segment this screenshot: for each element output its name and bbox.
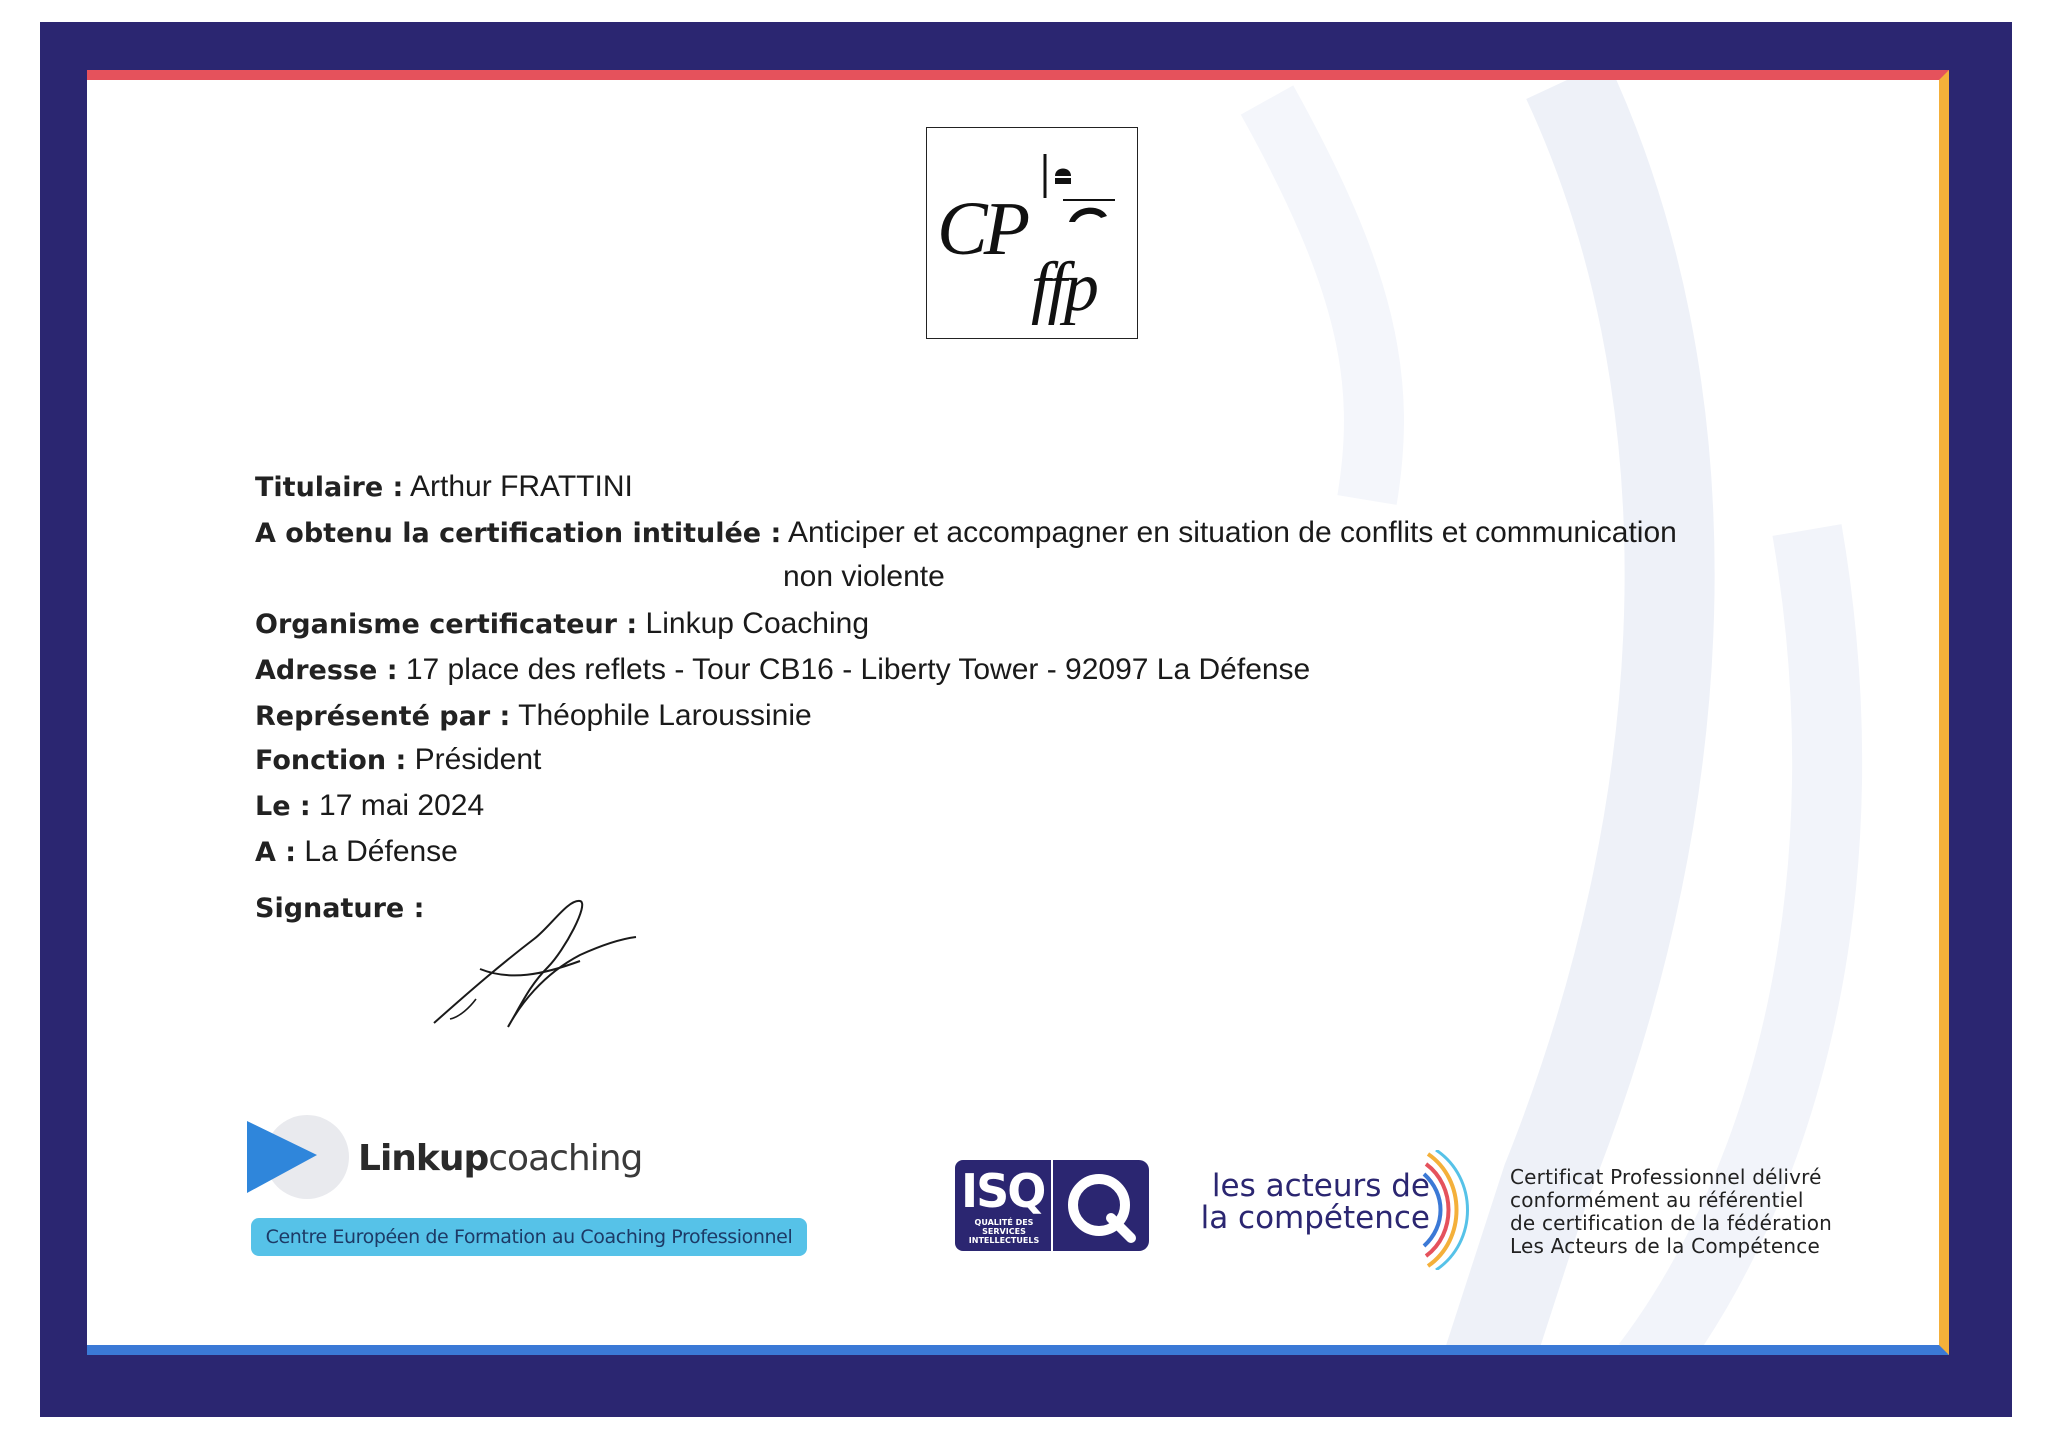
isq-q-icon (1053, 1160, 1149, 1251)
field-value: La Défense (296, 835, 458, 868)
field-adresse (255, 653, 1310, 687)
field-value: 17 place des reflets - Tour CB16 - Liberty Tower - 92097 La Défense (397, 653, 1311, 686)
isq-q-panel (1053, 1160, 1149, 1251)
field-label: Adresse : (255, 655, 398, 686)
acteurs-arc-icon (1422, 1150, 1482, 1270)
field-titulaire (255, 470, 633, 504)
field-label: Organisme certificateur : (255, 609, 638, 640)
field-label: Fonction : (255, 745, 407, 776)
isq-wordmark: ISQ (961, 1164, 1045, 1218)
acteurs-competence-logo (1188, 1170, 1430, 1234)
handwritten-signature (430, 895, 650, 1035)
field-value: 17 mai 2024 (310, 789, 485, 822)
field-label: Titulaire : (255, 472, 404, 503)
acteurs-line2: la compétence (1200, 1200, 1430, 1236)
certificate-note (1510, 1166, 1832, 1258)
field-label: A : (255, 837, 297, 868)
cert-note-line: Les Acteurs de la Compétence (1510, 1234, 1820, 1258)
field-date (255, 789, 484, 823)
isq-subtitle: QUALITÉ DES SERVICES INTELLECTUELS (968, 1218, 1040, 1245)
field-value: Linkup Coaching (637, 607, 870, 640)
logo-ffp-text: ffp (1031, 249, 1096, 326)
field-certification-continued: non violente (783, 560, 945, 593)
field-label: A obtenu la certification intitulée : (255, 518, 782, 549)
field-represente (255, 699, 812, 733)
field-value: Président (406, 743, 542, 776)
field-value: Arthur FRATTINI (403, 470, 633, 503)
field-lieu (255, 835, 458, 869)
acteurs-line1: les acteurs de (1211, 1168, 1430, 1204)
linkup-play-icon (245, 1115, 355, 1205)
field-value: Théophile Laroussinie (510, 699, 812, 732)
field-fonction (255, 743, 541, 777)
field-certification (255, 516, 1677, 550)
cpffp-logo (926, 127, 1138, 339)
logo-cp-text: CP (937, 187, 1027, 271)
fencer-icon (1039, 146, 1119, 236)
field-organisme (255, 607, 869, 641)
cert-note-line: Certificat Professionnel délivré (1510, 1165, 1822, 1189)
field-label: Représenté par : (255, 701, 511, 732)
field-signature (255, 891, 424, 925)
linkup-wordmark-light: coaching (488, 1138, 643, 1179)
linkup-wordmark-bold: Linkup (358, 1138, 489, 1179)
cert-note-line: conformément au référentiel (1510, 1188, 1804, 1212)
isq-logo (955, 1160, 1149, 1251)
field-label: Signature : (255, 893, 425, 924)
cert-note-line: de certification de la fédération (1510, 1211, 1833, 1235)
isq-left-panel (955, 1160, 1051, 1251)
linkup-wordmark (358, 1138, 642, 1179)
linkup-tagline: Centre Européen de Formation au Coaching Professionnel (251, 1218, 807, 1256)
field-label: Le : (255, 791, 311, 822)
field-value: Anticiper et accompagner en situation de conflits et communication (781, 516, 1677, 549)
